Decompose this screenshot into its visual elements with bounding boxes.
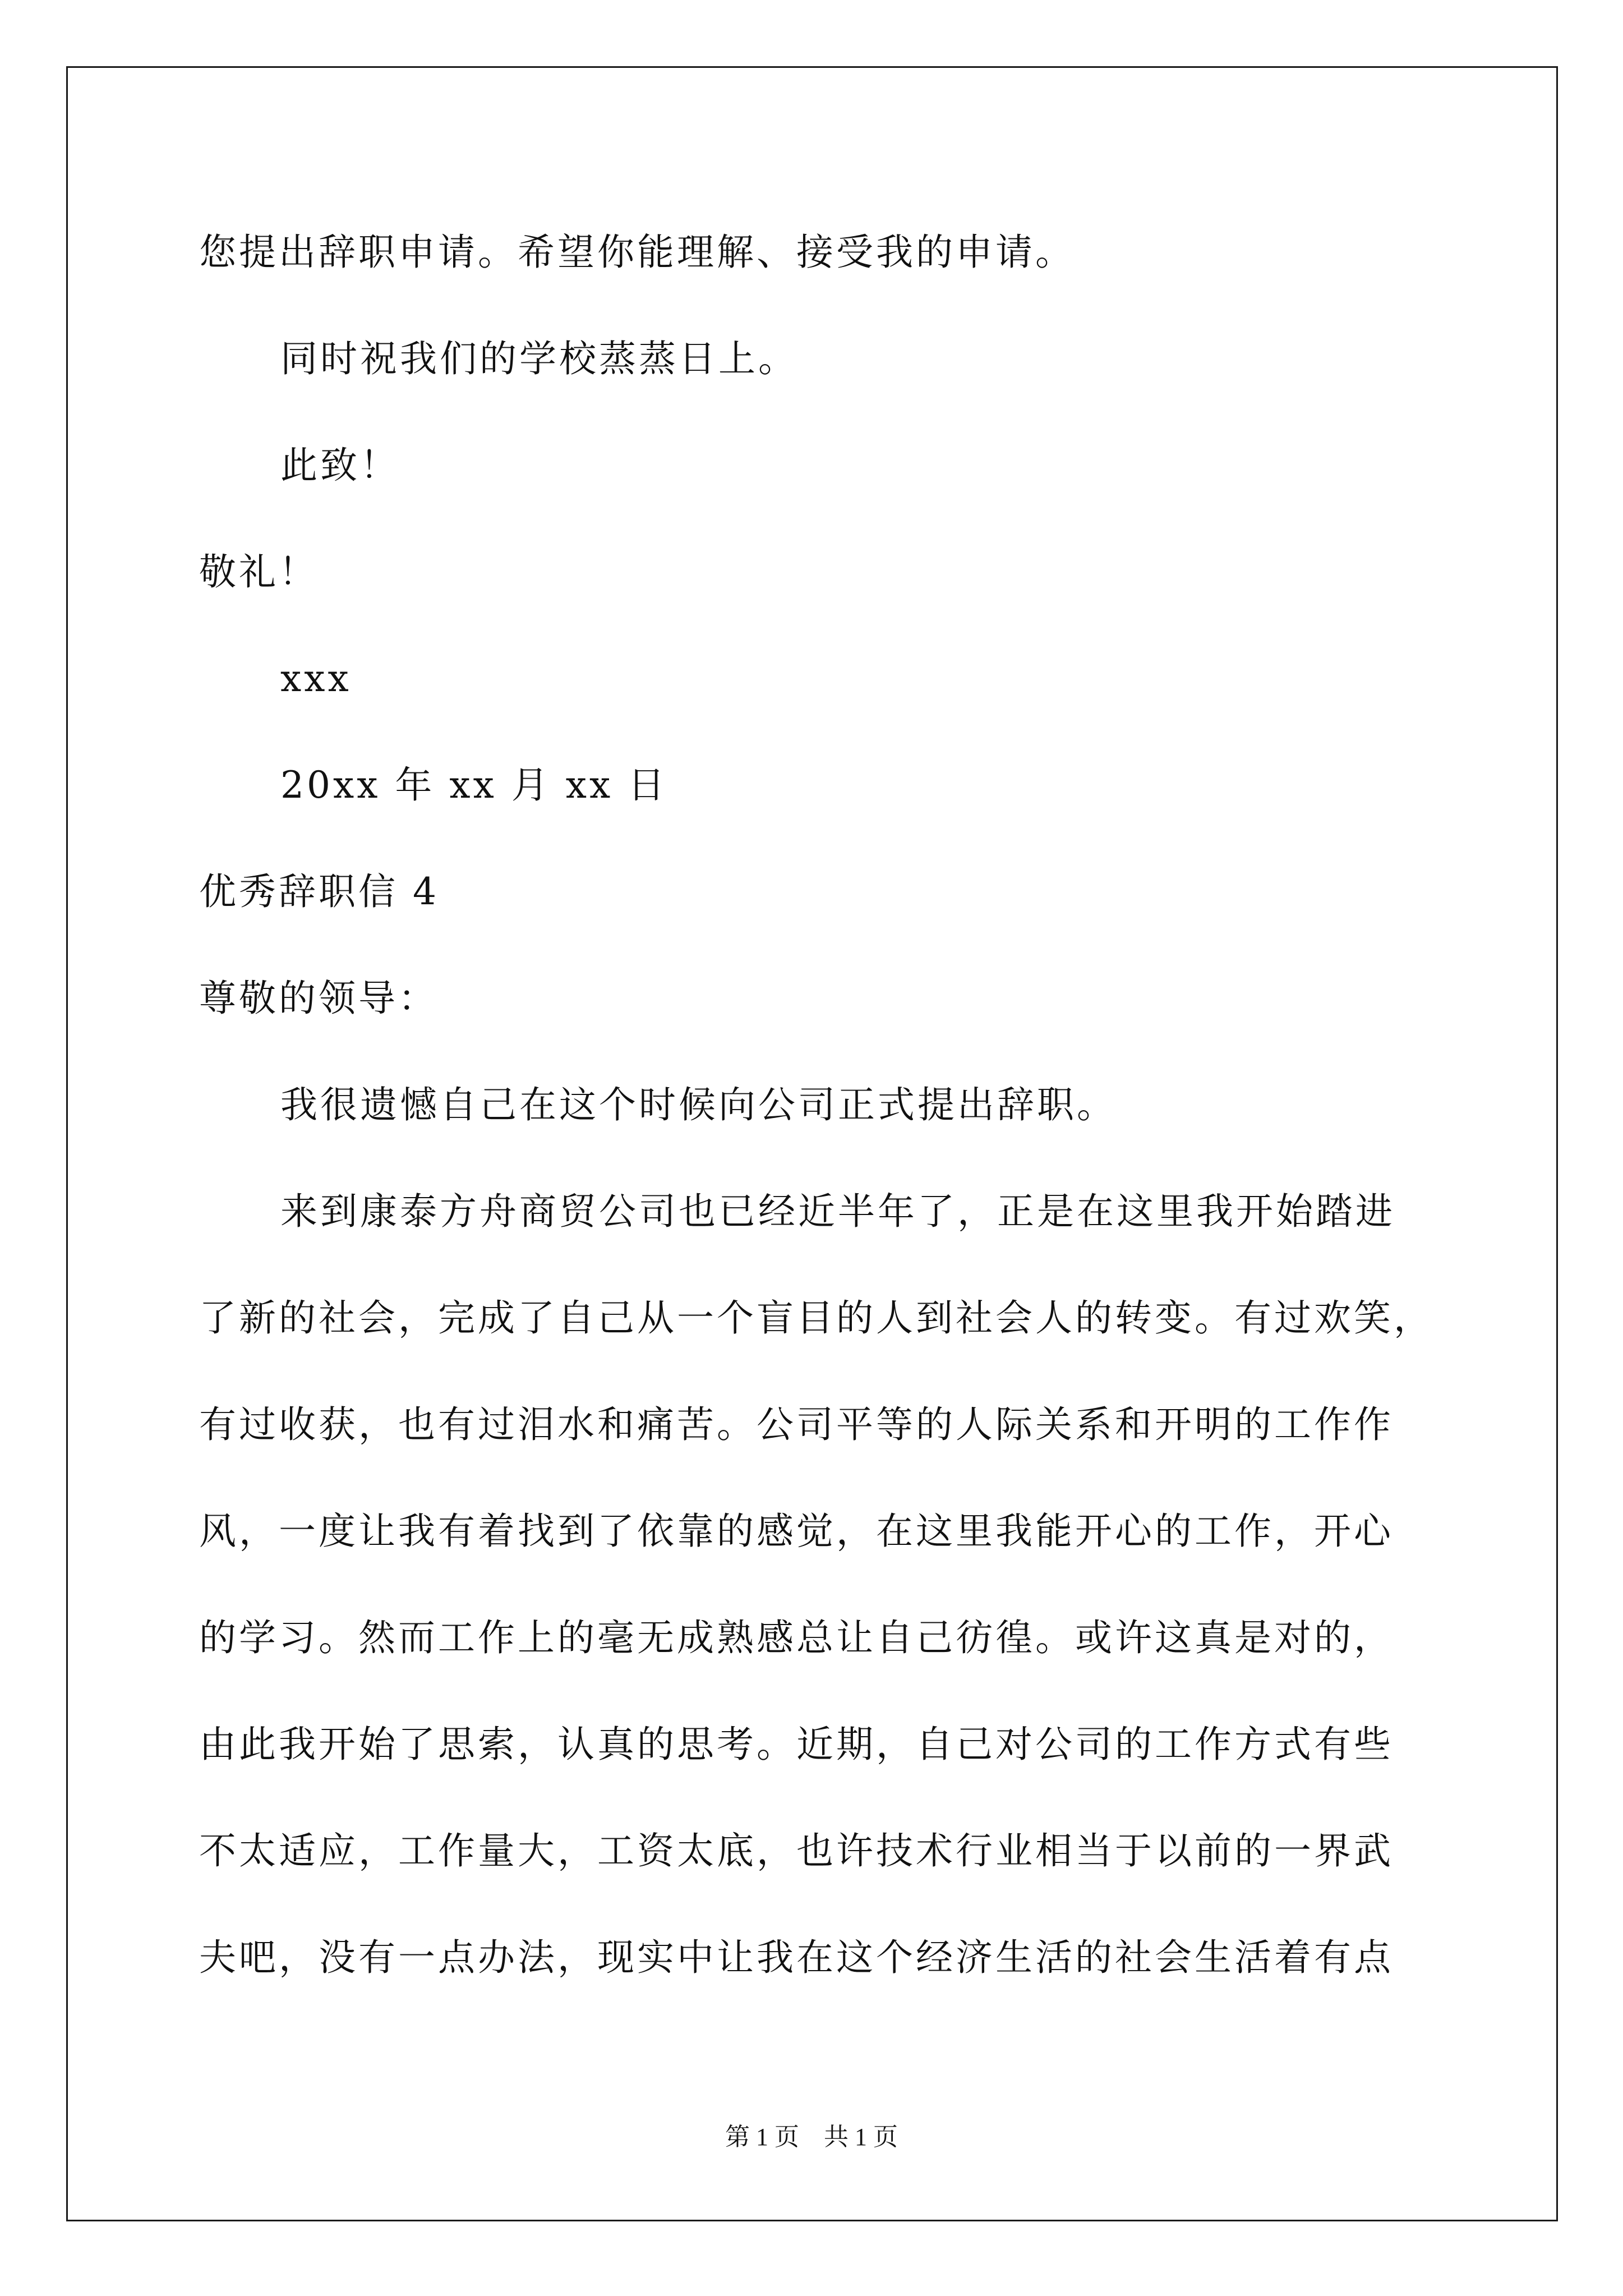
salutation: 尊敬的领导： xyxy=(199,977,438,1020)
signature-name: xxx xyxy=(280,657,352,700)
text-line: 我很遗憾自己在这个时候向公司正式提出辞职。 xyxy=(280,1083,1117,1126)
text-line: 敬礼！ xyxy=(199,550,319,593)
section-title: 优秀辞职信 4 xyxy=(199,870,439,913)
text-line: 有过收获，也有过泪水和痛苦。公司平等的人际关系和开明的工作作 xyxy=(199,1403,1394,1446)
text-line: 来到康泰方舟商贸公司也已经近半年了，正是在这里我开始踏进 xyxy=(280,1190,1395,1233)
text-line: 您提出辞职申请。希望你能理解、接受我的申请。 xyxy=(199,231,1075,274)
text-line: 了新的社会，完成了自己从一个盲目的人到社会人的转变。有过欢笑， xyxy=(199,1296,1433,1340)
text-line: 的学习。然而工作上的毫无成熟感总让自己彷徨。或许这真是对的， xyxy=(199,1616,1394,1659)
text-line: 同时祝我们的学校蒸蒸日上。 xyxy=(280,337,798,380)
text-line: 夫吧，没有一点办法，现实中让我在这个经济生活的社会生活着有点 xyxy=(199,1936,1394,1979)
text-line: 不太适应，工作量大，工资太底，也许技术行业相当于以前的一界武 xyxy=(199,1829,1394,1872)
text-line: 由此我开始了思索，认真的思考。近期，自己对公司的工作方式有些 xyxy=(199,1723,1394,1766)
date-line: 20xx 年 xx 月 xx 日 xyxy=(280,763,668,807)
text-line: 风，一度让我有着找到了依靠的感觉，在这里我能开心的工作，开心 xyxy=(199,1510,1394,1553)
page-frame xyxy=(66,66,1558,2221)
page-footer: 第 1 页 共 1 页 xyxy=(725,2123,898,2151)
text-line: 此致！ xyxy=(280,444,400,487)
